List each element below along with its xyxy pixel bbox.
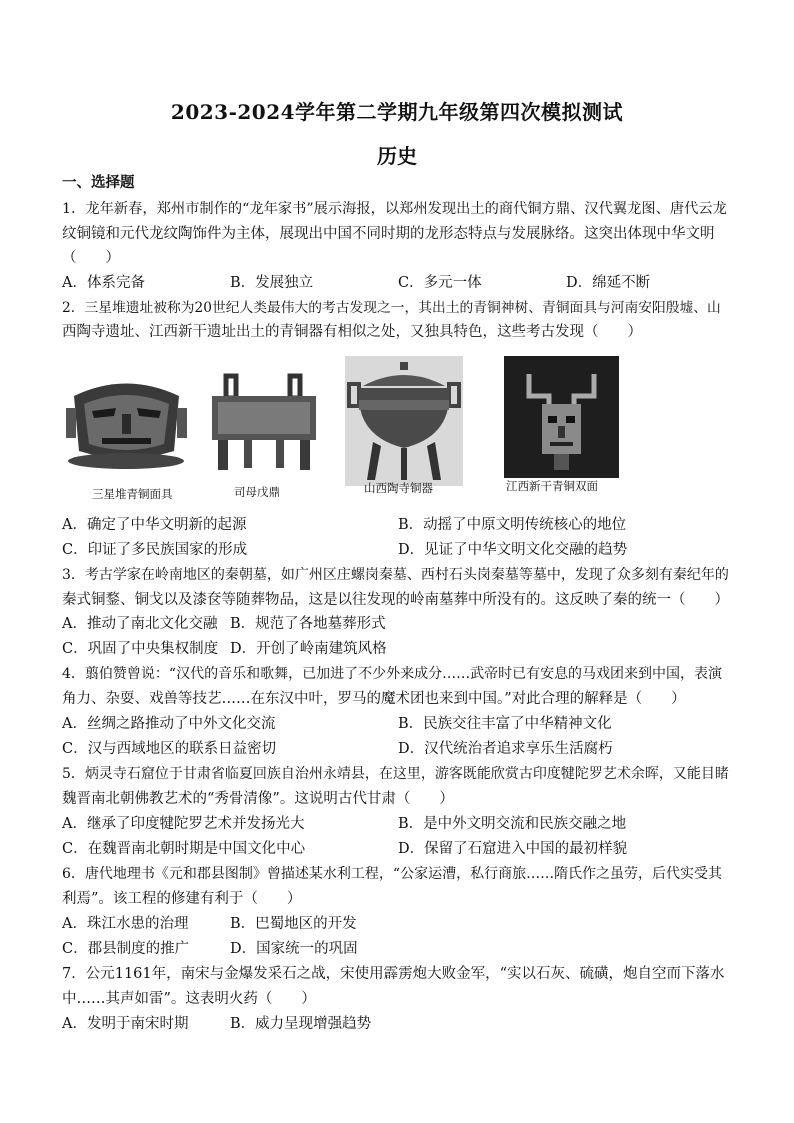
question-4-line-2: 角力、杂耍、戏兽等技艺……在东汉中叶，罗马的魔术团也来到中国。”对此合理的解释是（ ） [62,691,686,707]
q2-option-c[interactable]: C．印证了多民族国家的形成 [62,542,248,558]
q3-option-d[interactable]: D．开创了岭南建筑风格 [230,641,387,657]
q5-option-a[interactable]: A．继承了印度犍陀罗艺术并发扬光大 [62,816,305,832]
bronze-mask-image [64,356,189,476]
q1-option-b[interactable]: B．发展独立 [230,275,314,291]
figure-caption-4: 江西新干青铜双面 [506,479,598,493]
question-5-line-1: 5．炳灵寺石窟位于甘肃省临夏回族自治州永靖县，在这里，游客既能欣赏古印度犍陀罗艺术余晖，又能目睹 [62,766,729,782]
q1-option-c[interactable]: C．多元一体 [398,275,482,291]
artifact-figures [64,356,624,506]
q3-option-b[interactable]: B．规范了各地墓葬形式 [230,616,386,632]
double-face-bronze-image [504,356,619,478]
question-1-line-1: 1．龙年新春，郑州市制作的“龙年家书”展示海报，以郑州发现出土的商代铜方鼎、汉代翼龙图、唐代云龙 [62,201,727,217]
question-2-line-1: 2．三星堆遗址被称为20世纪人类最伟大的考古发现之一，其出土的青铜神树、青铜面具与河南安阳殷墟、山 [62,300,721,316]
question-5-line-2: 魏晋南北朝佛教艺术的“秀骨清像”。这说明古代甘肃（ ） [62,791,454,807]
figure-caption-1: 三星堆青铜面具 [92,487,173,501]
question-2-line-2: 西陶寺遗址、江西新干遗址出土的青铜器有相似之处，又独具特色，这些考古发现（ ） [62,324,642,340]
q6-option-c[interactable]: C．郡县制度的推广 [62,941,190,957]
section-heading: 一、选择题 [62,174,135,191]
q6-option-a[interactable]: A．珠江水患的治理 [62,916,189,932]
square-ding-image [204,356,324,476]
q3-option-c[interactable]: C．巩固了中央集权制度 [62,641,219,657]
figure-caption-3: 山西陶寺铜器 [364,481,433,495]
question-3-line-2: 秦式铜鍪、铜戈以及漆奁等随葬物品，这是以往发现的岭南墓葬中所没有的。这反映了秦的统一（ ） [62,592,729,608]
q4-option-a[interactable]: A．丝绸之路推动了中外文化交流 [62,716,276,732]
question-6-line-2: 利焉”。该工程的修建有利于（ ） [62,891,302,907]
q5-option-b[interactable]: B．是中外文明交流和民族交融之地 [398,816,627,832]
q5-option-d[interactable]: D．保留了石窟进入中国的最初样貌 [398,841,628,857]
q6-option-d[interactable]: D．国家统一的巩固 [230,941,358,957]
q1-option-d[interactable]: D．绵延不断 [566,275,651,291]
round-vessel-image [345,356,463,486]
question-1-line-2: 纹铜镜和元代龙纹陶饰件为主体，展现出中国不同时期的龙形态特点与发展脉络。这突出体现中华文明 [62,226,715,242]
q4-option-d[interactable]: D．汉代统治者追求享乐生活腐朽 [398,741,613,757]
q7-option-a[interactable]: A．发明于南宋时期 [62,1016,189,1032]
q4-option-c[interactable]: C．汉与西域地区的联系日益密切 [62,741,277,757]
question-7-line-1: 7．公元1161年，南宋与金爆发采石之战，宋使用霹雳炮大败金军，“实以石灰、硫磺，炮自空而下落水 [62,966,725,982]
question-1-line-3: （ ） [62,250,120,266]
exam-title: 2023-2024学年第二学期九年级第四次模拟测试 [170,100,624,124]
q2-option-d[interactable]: D．见证了中华文明文化交融的趋势 [398,542,628,558]
q6-option-b[interactable]: B．巴蜀地区的开发 [230,916,357,932]
question-7-line-2: 中……其声如雷”。这表明火药（ ） [62,991,316,1007]
question-3-line-1: 3．考古学家在岭南地区的秦朝墓，如广州区庄螺岗秦墓、西村石头岗秦墓等墓中，发现了众多刻有秦纪年的 [62,567,729,583]
q5-option-c[interactable]: C．在魏晋南北朝时期是中国文化中心 [62,841,306,857]
q3-option-a[interactable]: A．推动了南北文化交融 [62,616,218,632]
exam-subject: 历史 [377,144,417,168]
question-4-line-1: 4．翦伯赞曾说：“汉代的音乐和歌舞，已加进了不少外来成分……武帝时已有安息的马戏团来到中国，表演 [62,666,723,682]
question-6-line-1: 6．唐代地理书《元和郡县图制》曾描述某水利工程，“公家运漕，私行商旅……隋氏作之虽劳，后代实受其 [62,866,723,882]
q2-option-b[interactable]: B．动摇了中原文明传统核心的地位 [398,517,627,533]
q2-option-a[interactable]: A．确定了中华文明新的起源 [62,517,247,533]
figure-caption-2: 司母戊鼎 [234,485,280,499]
q4-option-b[interactable]: B．民族交往丰富了中华精神文化 [398,716,612,732]
q7-option-b[interactable]: B．威力呈现增强趋势 [230,1016,372,1032]
q1-option-a[interactable]: A．体系完备 [62,275,145,291]
